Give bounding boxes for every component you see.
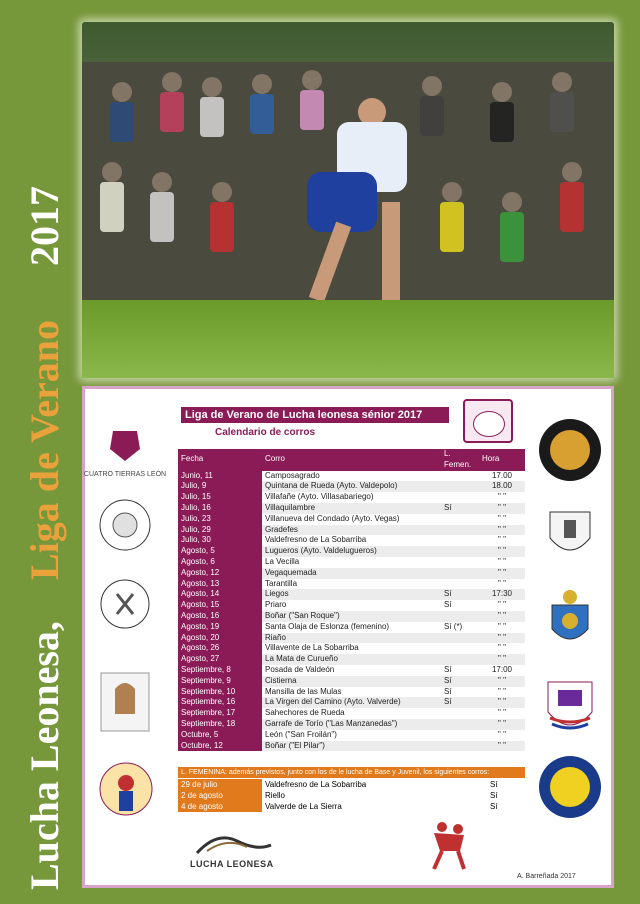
schedule-row (178, 600, 525, 611)
logo-club-valle-curueno (537, 754, 603, 820)
fem-cell-venue: Valverde de La Sierra (265, 802, 342, 811)
schedule-cell-fem: Sí (441, 697, 479, 708)
calendar-panel (82, 386, 614, 888)
schedule-row (178, 589, 525, 600)
schedule-cell-venue: León ("San Froilán") (262, 730, 441, 741)
schedule-cell-date: Septiembre, 18 (178, 719, 262, 730)
schedule-cell-venue: Valdefresno de La Sobarriba (262, 535, 441, 546)
logo-club-corso (540, 674, 600, 740)
schedule-cell-venue: Mansilla de las Mulas (262, 687, 441, 698)
schedule-cell-fem (441, 654, 479, 665)
schedule-cell-hour: " " (498, 708, 506, 718)
schedule-cell-fem (441, 546, 479, 557)
schedule-cell-venue: Lugueros (Ayto. Valdelugueros) (262, 546, 441, 557)
schedule-cell-venue: Villafañe (Ayto. Villasabariego) (262, 492, 441, 503)
schedule-cell-hour: 17:30 (479, 589, 525, 600)
schedule-cell-venue: Cistierna (262, 676, 441, 687)
schedule-cell-fem: Sí (441, 589, 479, 600)
fem-cell-venue: Riello (265, 791, 286, 800)
schedule-cell-hour: 17:00 (491, 664, 513, 674)
schedule-cell-fem (441, 525, 479, 536)
schedule-row (178, 697, 525, 708)
schedule-cell-hour: " " (479, 503, 525, 514)
logo-club-shield-2 (540, 587, 600, 651)
schedule-cell-date: Junio, 11 (178, 471, 262, 482)
schedule-cell-hour: " " (479, 697, 525, 708)
schedule-row (178, 730, 525, 741)
schedule-cell-fem (441, 708, 479, 719)
schedule-cell-venue: Quintana de Rueda (Ayto. Valdepolo) (262, 481, 441, 492)
logo-club-lucha-bernesga (97, 497, 153, 553)
schedule-cell-hour: " " (498, 686, 506, 696)
wrestlers-silhouette-logo (420, 817, 480, 873)
schedule-row (178, 481, 525, 492)
schedule-row (178, 708, 525, 719)
schedule-cell-fem (441, 579, 479, 590)
schedule-cell-hour: " " (479, 633, 525, 644)
calendar-badge-icon (463, 399, 513, 443)
schedule-cell-venue: Liegos (262, 589, 441, 600)
schedule-row (178, 557, 525, 568)
column-header-date: Fecha (178, 449, 262, 471)
schedule-cell-venue: Villavente de La Sobarriba (262, 643, 441, 654)
logo-cuatro-tierras-label: CUATRO TIERRAS LEÓN (83, 471, 167, 478)
schedule-row (178, 492, 525, 503)
schedule-cell-date: Agosto, 13 (178, 579, 262, 590)
schedule-cell-hour: " " (498, 535, 506, 545)
schedule-cell-date: Julio, 29 (178, 525, 262, 536)
schedule-row (178, 568, 525, 579)
fem-cell-date: 4 de agosto (178, 801, 262, 812)
column-header-hour: Hora (479, 449, 525, 471)
schedule-cell-date: Agosto, 27 (178, 654, 262, 665)
schedule-cell-date: Agosto, 5 (178, 546, 262, 557)
column-header-fem: L. Femen. (441, 449, 479, 471)
footer-brand: LUCHA LEONESA (190, 859, 274, 869)
schedule-cell-date: Agosto, 6 (178, 557, 262, 568)
schedule-row (178, 654, 525, 665)
schedule-cell-hour: " " (479, 676, 525, 687)
schedule-cell-fem (441, 492, 479, 503)
schedule-cell-hour: " " (498, 729, 506, 739)
side-title-year: 2017 (22, 186, 67, 266)
schedule-cell-venue: Villaquilambre (262, 503, 441, 514)
fem-schedule-body (178, 779, 525, 812)
schedule-cell-fem (441, 514, 479, 525)
schedule-cell-venue: Boñar ("El Pilar") (262, 741, 441, 752)
schedule-cell-hour: " " (498, 600, 506, 610)
schedule-cell-date: Agosto, 19 (178, 622, 262, 633)
schedule-row (178, 535, 525, 546)
schedule-row (178, 665, 525, 676)
schedule-cell-fem (441, 471, 479, 482)
schedule-cell-venue: Camposagrado (262, 471, 441, 482)
schedule-cell-date: Septiembre, 17 (178, 708, 262, 719)
schedule-cell-hour: " " (479, 741, 525, 752)
logo-club-shield-1 (540, 504, 600, 564)
fem-cell-fem: Sí (490, 802, 498, 811)
schedule-cell-hour: " " (479, 654, 525, 665)
schedule-cell-date: Agosto, 15 (178, 600, 262, 611)
schedule-cell-venue: Posada de Valdeón (262, 665, 441, 676)
schedule-row (178, 546, 525, 557)
schedule-row (178, 611, 525, 622)
schedule-cell-venue: Priaro (262, 600, 441, 611)
fem-schedule-row (178, 801, 525, 812)
schedule-cell-fem (441, 557, 479, 568)
schedule-cell-date: Septiembre, 16 (178, 697, 262, 708)
schedule-cell-date: Octubre, 12 (178, 741, 262, 752)
schedule-cell-date: Agosto, 14 (178, 589, 262, 600)
schedule-cell-hour: " " (479, 719, 525, 730)
fem-cell-date: 29 de julio (178, 779, 262, 790)
logo-club-ribera (97, 753, 155, 825)
schedule-cell-fem (441, 568, 479, 579)
schedule-cell-fem (441, 741, 479, 752)
schedule-row (178, 676, 525, 687)
schedule-cell-fem (441, 730, 479, 741)
schedule-cell-date: Julio, 15 (178, 492, 262, 503)
fem-cell-date: 2 de agosto (178, 790, 262, 801)
schedule-row (178, 741, 525, 752)
schedule-row (178, 579, 525, 590)
schedule-cell-fem (441, 481, 479, 492)
schedule-cell-venue: Villanueva del Condado (Ayto. Vegas) (262, 514, 441, 525)
schedule-row (178, 514, 525, 525)
schedule-cell-date: Septiembre, 8 (178, 665, 262, 676)
schedule-cell-fem: Sí (*) (444, 621, 463, 631)
schedule-cell-hour: " " (498, 513, 506, 523)
logo-cuatro-tierras (83, 421, 167, 493)
schedule-cell-date: Julio, 9 (178, 481, 262, 492)
schedule-cell-hour: " " (498, 578, 506, 588)
wrestlers-icon (473, 411, 505, 437)
schedule-table (178, 449, 525, 751)
schedule-cell-fem (441, 719, 479, 730)
schedule-row (178, 503, 525, 514)
schedule-cell-venue: Boñar ("San Roque") (262, 611, 441, 622)
schedule-cell-date: Agosto, 16 (178, 611, 262, 622)
schedule-cell-fem: Sí (441, 676, 479, 687)
schedule-cell-hour: " " (498, 492, 506, 502)
schedule-cell-venue: Sahechores de Rueda (262, 708, 441, 719)
schedule-cell-date: Agosto, 12 (178, 568, 262, 579)
fem-cell-fem: Sí (490, 780, 498, 789)
fem-schedule-row (178, 779, 525, 790)
side-title-part2: Liga de Verano (22, 319, 67, 580)
side-title (0, 0, 75, 904)
schedule-cell-hour: " " (479, 525, 525, 536)
schedule-cell-date: Septiembre, 10 (178, 687, 262, 698)
fem-note: L. FEMENINA: además previstos, junto con los de le lucha de Base y Juvenil, los siguientes corros: (178, 767, 525, 778)
wrestling-photo (82, 22, 614, 378)
fem-cell-fem: Sí (490, 791, 498, 800)
column-header-venue: Corro (262, 449, 441, 471)
panel-title: Liga de Verano de Lucha leonesa sénior 2017 (181, 407, 449, 423)
schedule-body (178, 471, 525, 752)
schedule-row (178, 687, 525, 698)
schedule-cell-hour: " " (479, 546, 525, 557)
schedule-cell-venue: Vegaquemada (262, 568, 441, 579)
panel-subtitle: Calendario de corros (215, 427, 316, 438)
schedule-cell-hour: " " (498, 643, 506, 653)
grass (82, 300, 614, 378)
schedule-cell-venue: Riaño (262, 633, 441, 644)
logo-club-lion (97, 669, 153, 735)
side-title-part1: Lucha Leonesa, (22, 621, 67, 890)
schedule-cell-hour: 18.00 (479, 481, 525, 492)
schedule-cell-fem (441, 643, 479, 654)
schedule-cell-hour: 17.00 (491, 470, 513, 480)
crowd-illustration (82, 62, 614, 312)
schedule-row (178, 643, 525, 654)
schedule-cell-date: Septiembre, 9 (178, 676, 262, 687)
fem-schedule-row (178, 790, 525, 801)
schedule-cell-hour: " " (479, 568, 525, 579)
schedule-cell-venue: Gradefes (262, 525, 441, 536)
schedule-cell-venue: La Mata de Curueño (262, 654, 441, 665)
credit: A. Barreñada 2017 (517, 873, 576, 880)
schedule-cell-fem (441, 633, 479, 644)
schedule-cell-date: Julio, 16 (178, 503, 262, 514)
schedule-cell-date: Julio, 30 (178, 535, 262, 546)
schedule-row (178, 525, 525, 536)
schedule-row (178, 633, 525, 644)
schedule-header-row (178, 449, 525, 471)
fem-cell-venue: Valdefresno de La Sobarriba (265, 780, 367, 789)
fem-schedule-table (178, 779, 525, 812)
schedule-cell-venue: Garrafe de Torío ("Las Manzanedas") (262, 719, 441, 730)
schedule-cell-date: Agosto, 20 (178, 633, 262, 644)
lucha-leonesa-brand-logo (187, 827, 277, 857)
schedule-cell-venue: Tarantilla (262, 579, 441, 590)
logo-club-lucha-ecebro (537, 417, 603, 483)
schedule-cell-fem: Sí (444, 686, 452, 696)
schedule-cell-fem (441, 535, 479, 546)
logo-club-sala-barba (97, 574, 153, 644)
schedule-cell-date: Julio, 23 (178, 514, 262, 525)
schedule-cell-venue: La Vecilla (262, 557, 441, 568)
schedule-row (178, 719, 525, 730)
schedule-cell-fem: Sí (441, 503, 479, 514)
schedule-cell-hour: " " (498, 621, 506, 631)
schedule-cell-venue: La Virgen del Camino (Ayto. Valverde) (262, 697, 441, 708)
schedule-cell-date: Agosto, 26 (178, 643, 262, 654)
schedule-cell-date: Octubre, 5 (178, 730, 262, 741)
schedule-cell-fem: Sí (444, 664, 452, 674)
schedule-row (178, 471, 525, 482)
schedule-cell-hour: " " (498, 556, 506, 566)
schedule-cell-fem (441, 611, 479, 622)
schedule-row (178, 622, 525, 633)
schedule-cell-venue: Santa Olaja de Eslonza (femenino) (262, 622, 441, 633)
schedule-cell-fem: Sí (444, 600, 452, 610)
schedule-cell-hour: " " (479, 611, 525, 622)
